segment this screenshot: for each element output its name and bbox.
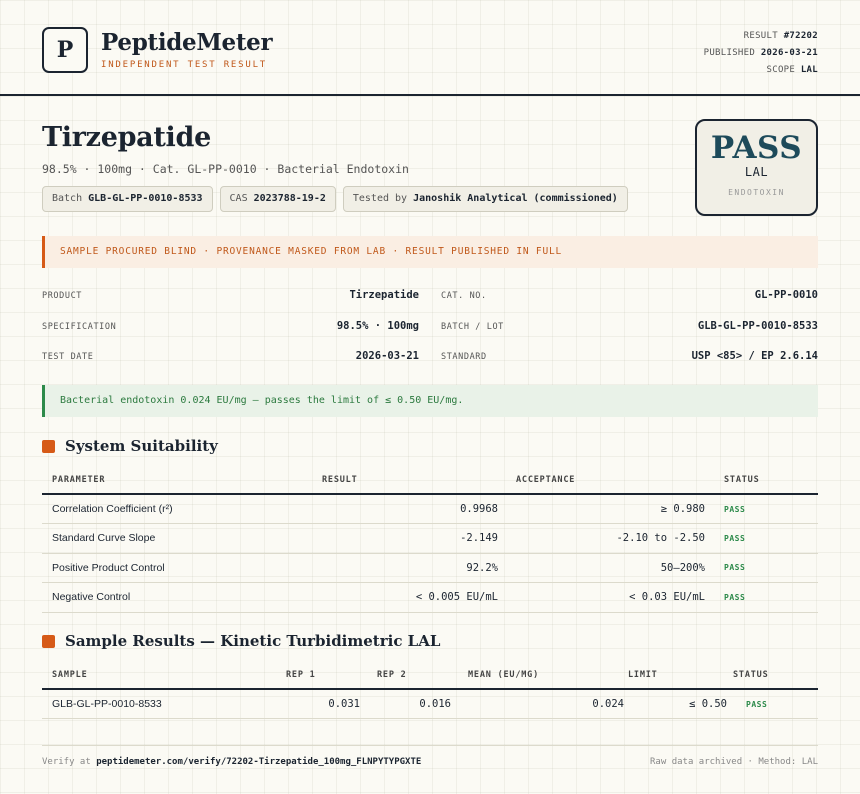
footer-archive-note: Raw data archived · Method: LAL — [650, 757, 818, 767]
table-row — [42, 524, 818, 554]
col-status: STATUS — [727, 662, 818, 689]
verdict-banner: Bacterial endotoxin 0.024 EU/mg — passes the limit of ≤ 0.50 EU/mg. — [42, 385, 818, 417]
table-header-row — [42, 662, 818, 689]
pass-stamp — [695, 119, 818, 216]
table-header-row — [42, 467, 818, 494]
meta-scope-label: SCOPE — [766, 65, 796, 75]
meta-result — [704, 28, 818, 45]
meta-result-label: RESULT — [743, 31, 778, 41]
report-header — [0, 0, 860, 96]
chip-label: CAS — [229, 193, 248, 204]
chip-batch — [42, 186, 213, 212]
brand-name: PeptideMeter — [101, 29, 273, 56]
suitability-table — [42, 467, 818, 613]
suitability-heading-text: System Suitability — [65, 437, 218, 455]
table-row — [42, 689, 818, 719]
limit-cell: ≤ 0.50 — [624, 689, 727, 719]
param-cell: Correlation Coefficient (r²) — [42, 494, 310, 524]
info-value: 2026-03-21 — [355, 350, 419, 362]
meta-published — [704, 45, 818, 62]
col-result: RESULT — [310, 467, 498, 494]
status-badge: PASS — [705, 524, 818, 554]
sample-id-cell: GLB-GL-PP-0010-8533 — [42, 689, 276, 719]
chip-value: GLB-GL-PP-0010-8533 — [88, 193, 203, 204]
result-cell: 0.9968 — [310, 494, 498, 524]
samples-heading — [42, 632, 440, 650]
col-sample: SAMPLE — [42, 662, 276, 689]
suitability-heading — [42, 437, 218, 455]
result-cell: 92.2% — [310, 553, 498, 583]
param-cell: Standard Curve Slope — [42, 524, 310, 554]
logo-letter: P — [56, 37, 74, 63]
chip-label: Batch — [52, 193, 83, 204]
status-badge: PASS — [705, 553, 818, 583]
info-value: Tirzepatide — [349, 289, 419, 301]
meta-published-value: 2026-03-21 — [760, 48, 818, 58]
result-cell: < 0.005 EU/mL — [310, 583, 498, 613]
info-grid — [42, 282, 818, 374]
blind-notice: SAMPLE PROCURED BLIND · PROVENANCE MASKED FROM LAB · RESULT PUBLISHED IN FULL — [42, 236, 818, 268]
meta-scope — [704, 62, 818, 79]
info-row — [42, 282, 818, 313]
info-value: USP <85> / EP 2.6.14 — [691, 350, 818, 362]
chip-value: Janoshik Analytical (commissioned) — [413, 193, 618, 204]
stamp-category: ENDOTOXIN — [728, 188, 785, 197]
result-cell: -2.149 — [310, 524, 498, 554]
param-cell: Negative Control — [42, 583, 310, 613]
status-badge: PASS — [727, 689, 818, 719]
samples-heading-text: Sample Results — Kinetic Turbidimetric LAL — [65, 632, 441, 650]
info-row — [42, 313, 818, 344]
rep2-cell: 0.016 — [360, 689, 451, 719]
info-label: STANDARD — [441, 352, 487, 362]
stamp-verdict: PASS — [710, 130, 803, 166]
verify-link[interactable]: peptidemeter.com/verify/72202-Tirzepatide_100mg_FLNPYTYPGXTE — [96, 757, 422, 767]
info-value: GL-PP-0010 — [754, 289, 818, 301]
col-acceptance: ACCEPTANCE — [498, 467, 705, 494]
brand-tagline: INDEPENDENT TEST RESULT — [101, 60, 268, 70]
chip-tested-by — [343, 186, 628, 212]
info-label: CAT. NO. — [441, 291, 487, 301]
info-label: SPECIFICATION — [42, 321, 117, 332]
table-row — [42, 553, 818, 583]
acceptance-cell: < 0.03 EU/mL — [498, 583, 705, 613]
chip-cas — [220, 186, 336, 212]
col-mean: MEAN (EU/MG) — [451, 662, 624, 689]
verify-prefix: Verify at — [42, 757, 91, 767]
col-rep1: REP 1 — [276, 662, 360, 689]
acceptance-cell: ≥ 0.980 — [498, 494, 705, 524]
col-parameter: PARAMETER — [42, 467, 310, 494]
info-label: BATCH / LOT — [441, 321, 504, 332]
col-status: STATUS — [705, 467, 818, 494]
product-title: Tirzepatide — [42, 122, 211, 153]
col-limit: LIMIT — [624, 662, 727, 689]
stamp-method: LAL — [744, 165, 769, 179]
report-meta — [704, 28, 818, 79]
meta-result-value: #72202 — [783, 31, 818, 41]
acceptance-cell: -2.10 to -2.50 — [498, 524, 705, 554]
product-subtitle: 98.5% · 100mg · Cat. GL-PP-0010 · Bacterial Endotoxin — [42, 162, 409, 176]
param-cell: Positive Product Control — [42, 553, 310, 583]
acceptance-cell: 50–200% — [498, 553, 705, 583]
info-row — [42, 343, 818, 374]
meta-scope-value: LAL — [800, 65, 818, 75]
logo-mark — [42, 27, 88, 73]
info-label: TEST DATE — [42, 352, 94, 362]
product-chips — [42, 186, 628, 212]
section-marker-icon — [42, 635, 55, 648]
rep1-cell: 0.031 — [276, 689, 360, 719]
mean-cell: 0.024 — [451, 689, 624, 719]
section-marker-icon — [42, 440, 55, 453]
info-value: GLB-GL-PP-0010-8533 — [697, 319, 818, 332]
status-badge: PASS — [705, 583, 818, 613]
status-badge: PASS — [705, 494, 818, 524]
chip-label: Tested by — [352, 193, 408, 204]
table-row — [42, 494, 818, 524]
info-value: 98.5% · 100mg — [336, 319, 419, 332]
samples-table — [42, 662, 818, 719]
col-rep2: REP 2 — [360, 662, 451, 689]
report-footer — [42, 745, 818, 767]
info-label: PRODUCT — [42, 291, 83, 301]
table-row — [42, 583, 818, 613]
meta-published-label: PUBLISHED — [703, 48, 756, 58]
chip-value: 2023788-19-2 — [253, 193, 326, 204]
